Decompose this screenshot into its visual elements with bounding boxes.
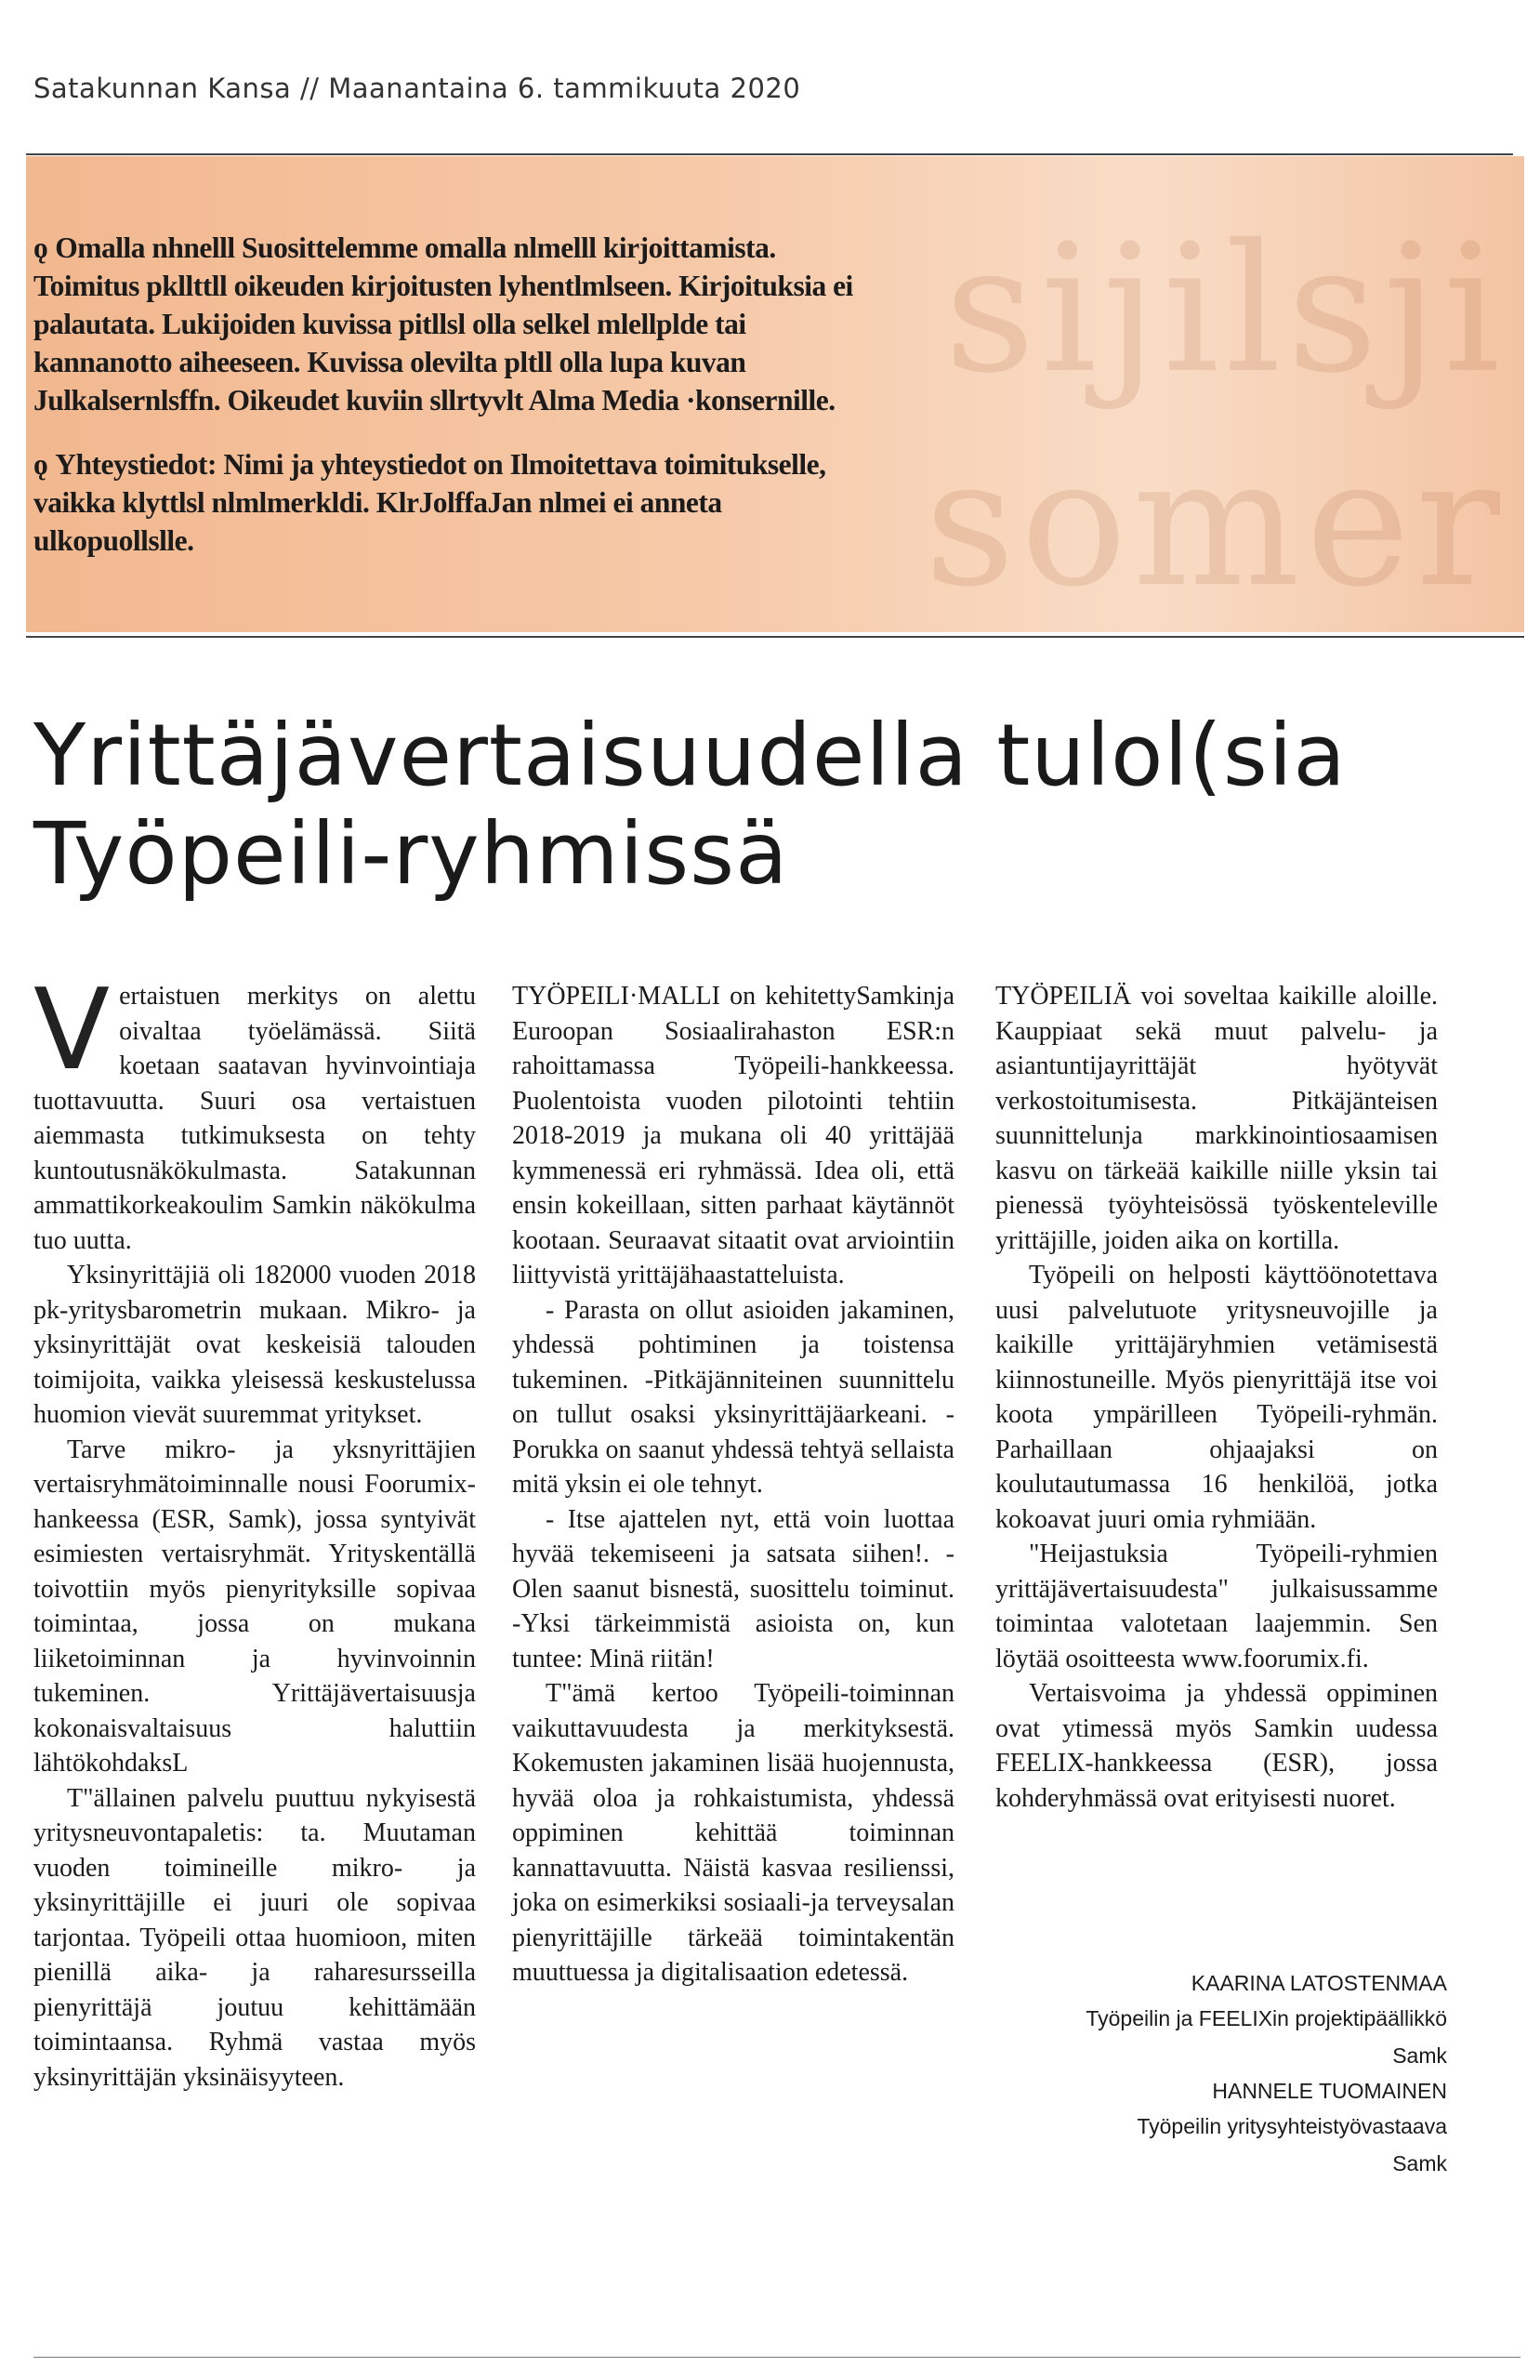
author-name-1: KAARINA LATOSTENMAA [1191,1971,1447,1995]
paragraph: Vertaisvoima ja yhdessä oppiminen ovat ytimessä myös Samkin uudessa FEELIX-hankkeessa (ESR), jossa kohderyhmässä ovat erityisesti nuoret. [995,1679,1438,1813]
paragraph: Työpeili on helposti käyttöönotettava uusi palvelutuote yritysneuvojille ja kaikille yrittäjäryhmien vetämisestä kiinnostuneille. Myös pienyrittäjä itse voi koota ympärilleen Työpeili-ryhmän. Parhaillaan ohjaajaksi on koulutautumassa 16 henkilöä, jotka kokoavat juuri omia ryhmiään. [995,1261,1438,1534]
paragraph: TYÖPEILIÄ voi soveltaa kaikille aloille. Kauppiaat sekä muut palvelu- ja asiantuntijayrittäjät hyötyvät verkostoitumisesta. Pitkäjänteisen suunnittelunja markkinointiosaamisen kasvu on tärkeää kaikille niille yksin tai pienessä työyhteisössä työskenteleville yrittäjille, joiden aika on kortilla. [995,982,1438,1255]
paragraph: - Itse ajattelen nyt, että voin luottaa hyvää tekemiseeni ja satsata siihen!. -Olen saanut bisnestä, suosittelu toiminut. -Yksi tärkeimmistä asioista on, kun tuntee: Minä riitän! [512,1504,954,1673]
headline-line-2: Työpeili-ryhmissä [33,804,789,904]
paragraph: - Parasta on ollut asioiden jakaminen, yhdessä pohtiminen ja toistensa tukeminen. -Pitkäjänniteinen suunnittelu on tullut osaksi yksinyrittäjäarkeani. -Porukka on saanut yhdessä tehtyä sellaista mitä yksin ei ole tehnyt. [512,1295,954,1499]
info-paragraph-contact: ǫ Yhteystiedot: Nimi ja yhteystiedot on Ilmoitettava toimitukselle, vaikka klyttlsl nlmlmerkldi. KlrJolffaJan nlmei ei anneta ulkopuollslle. [33,445,870,560]
newspaper-dateline: Satakunnan Kansa // Maanantaina 6. tammikuuta 2020 [33,73,801,104]
bleed-through-text-bottom: somer [924,420,1506,626]
article-column-2 [512,979,954,1990]
info-text [33,229,870,586]
bottom-divider [33,2357,1520,2358]
bullet-icon: ǫ [33,231,48,264]
author-org-2: Samk [1392,2151,1447,2175]
drop-cap: V [33,966,111,1095]
headline-line-1: Yrittäjävertaisuudella tulol(sia [33,706,1347,805]
paragraph: T"ällainen palvelu puuttuu nykyisestä yritysneuvontapaletis: ta. Muutaman vuoden toimineille mikro- ja yksinyrittäjille ei juuri ole sopivaa tarjontaa. Työpeili ottaa huomioon, miten pienillä aika- ja raharesursseilla pienyrittäjä joutuu kehittämään toimintaansa. Ryhmä vastaa myös yksinyrittäjän yksinäisyyteen. [33,1783,476,2092]
bullet-icon: ǫ [33,448,48,481]
author-title-1: Työpeilin ja FEELIXin projektipäällikkö [1086,2006,1447,2030]
top-divider [26,153,1513,155]
paragraph: "Heijastuksia Työpeili-ryhmien yrittäjävertaisuudesta" julkaisussamme toimintaa valotetaan laajemmin. Sen löytää osoitteesta www.foorumix.fi. [995,1540,1438,1673]
reader-info-box [26,156,1524,632]
article-headline [33,707,1502,904]
infobox-bottom-divider [26,636,1524,638]
info-paragraph-writing: ǫ Omalla nhnelll Suosittelemme omalla nlmelll kirjoittamista. Toimitus pkllttll oikeuden kirjoitusten lyhentlmlseen. Kirjoituksia ei palautata. Lukijoiden kuvissa pitllsl olla selkel mlellplde tai kannanotto aiheeseen. Kuvissa olevilta pltll olla lupa kuvan Julkalsernlsffn. Oikeudet kuviin sllrtyvlt Alma Media ·konsernille. [33,229,870,419]
paragraph: TYÖPEILI·MALLI on kehitettySamkinja Euroopan Sosiaalirahaston ESR:n rahoittamassa Työpeili-hankkeessa. Puolentoista vuoden pilotointi tehtiin 2018-2019 ja mukana oli 40 yrittäjää kymmenessä eri ryhmässä. Idea oli, että ensin kokeillaan, sitten parhaat käytännöt kootaan. Seuraavat sitaatit ovat arviointiin liittyvistä yrittäjähaastatteluista. [512,982,954,1289]
bleed-through-text-top: sijilsji [944,206,1506,412]
author-title-2: Työpeilin yritysyhteistyövastaava [1137,2114,1447,2138]
article-column-1 [33,966,476,2095]
author-org-1: Samk [1392,2043,1447,2068]
paragraph: Vertaistuen merkitys on alettu oivaltaa työelämässä. Siitä koetaan saatavan hyvinvointiaja tuottavuutta. Suuri osa vertaistuen aiemmasta tutkimuksesta on tehty kuntoutusnäkökulmasta. Satakunnan ammattikorkeakoulim Samkin näkökulma tuo uutta. [33,966,476,1255]
article-column-3 [995,979,1438,1816]
paragraph: Tarve mikro- ja yksnyrittäjien vertaisryhmätoiminnalle nousi Foorumix-hankeessa (ESR, Samk), jossa syntyivät esimiesten vertaisryhmät. Yrityskentällä toivottiin myös pienyrityksille sopivaa toimintaa, jossa on mukana liiketoiminnan ja hyvinvoinnin tukeminen. Yrittäjävertaisuusja kokonaisvaltaisuus haluttiin lähtökohdaksL [33,1435,476,1778]
paragraph: T"ämä kertoo Työpeili-toiminnan vaikuttavuudesta ja merkityksestä. Kokemusten jakaminen lisää huojennusta, hyvää oloa ja rohkaistumista, yhdessä oppiminen kehittää toiminnan kannattavuutta. Näistä kasvaa resilienssi, joka on esimerkiksi sosiaali-ja terveysalan pienyrittäjille tärkeää toimintakentän muuttuessa ja digitalisaation edetessä. [512,1679,954,1987]
author-name-2: HANNELE TUOMAINEN [1212,2079,1447,2103]
paragraph: Yksinyrittäjiä oli 182000 vuoden 2018 pk-yritysbarometrin mukaan. Mikro- ja yksinyrittäjät ovat keskeisiä talouden toimijoita, vaikka yleisessä keskustelussa huomion vievät suuremmat yritykset. [33,1261,476,1429]
